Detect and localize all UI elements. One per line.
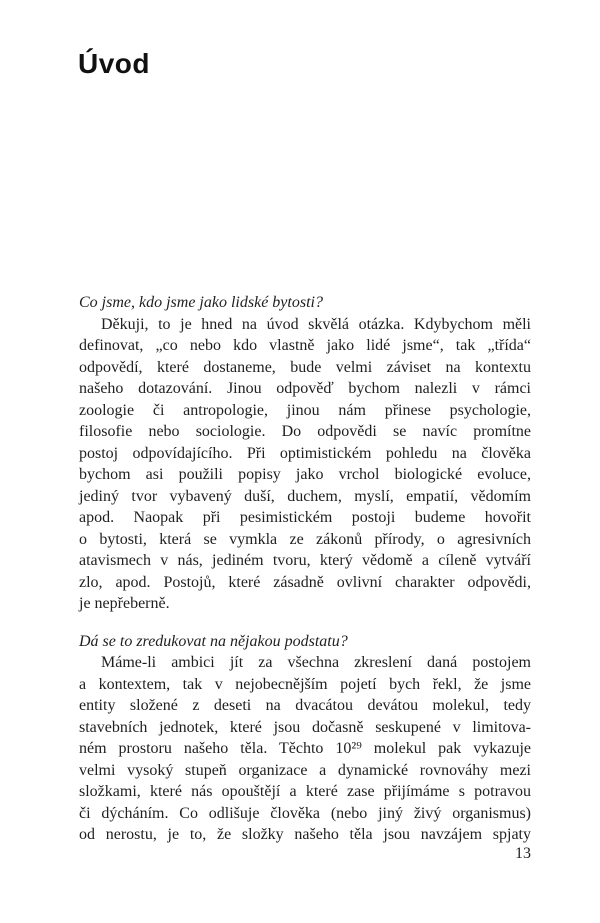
body-line: ném prostoru našeho těla. Těchto 10²⁹ molekul pak vykazuje [79, 740, 531, 757]
body-line: či dýcháním. Co odlišuje člověka (nebo jiný živý organismus) [79, 804, 531, 822]
body-line: Děkuji, to je hned na úvod skvělá otázka. Kdybychom měli [101, 315, 531, 333]
body-line: atavismech v nás, jediném tvoru, který vědomě a cíleně vytváří [79, 552, 531, 569]
body-line: postoj odpovídajícího. Při optimistickém pohledu na člověka [79, 444, 531, 462]
body-line: jediný tvor vybavený duší, duchem, myslí, empatií, vědomím [79, 487, 531, 505]
body-line: složkami, které nás opouštějí a které zase přijímáme s potravou [79, 783, 531, 800]
body-line: filosofie nebo sociologie. Do odpovědi se navíc promítne [79, 423, 531, 440]
body-line: je nepřeberně. [79, 595, 170, 612]
body-line: odpovědí, které dostaneme, bude velmi záviset na kontextu [79, 358, 531, 376]
body-line: entity složené z deseti na dvacátou devátou molekul, tedy [79, 697, 531, 714]
body-line: Máme-li ambici jít za všechna zkreslení daná postojem [101, 654, 531, 671]
section-heading: Dá se to zredukovat na nějakou podstatu? [79, 632, 348, 650]
body-line: bychom asi použili popisy jako vrchol biologické evoluce, [79, 466, 531, 483]
body-line: o bytosti, která se vymkla ze zákonů přírody, o agresivních [79, 530, 531, 548]
page-title: Úvod [78, 48, 150, 79]
section [79, 292, 531, 615]
body-line: zlo, apod. Postojů, které zásadně ovlivní charakter odpovědi, [79, 573, 531, 591]
body-line: definovat, „co nebo kdo vlastně jako lidé jsme“, tak „třída“ [79, 337, 531, 354]
section [79, 631, 531, 846]
body-line: stavebních jednotek, které jsou dočasně seskupené v limitova- [79, 718, 531, 736]
body-line: apod. Naopak při pesimistickém postoji budeme hovořit [79, 509, 531, 526]
body-line: od nerostu, je to, že složky našeho těla jsou navzájem spjaty [79, 826, 531, 843]
text-block [79, 292, 531, 846]
page-number: 13 [515, 845, 531, 862]
body-line: našeho dotazování. Jinou odpověď bychom nalezli v rámci [79, 380, 531, 397]
body-line: velmi vysoký stupeň organizace a dynamické rovnováhy mezi [79, 761, 531, 779]
body-line: a kontextem, tak v nejobecnějším pojetí bych řekl, že jsme [79, 675, 531, 693]
section-heading: Co jsme, kdo jsme jako lidské bytosti? [79, 294, 323, 311]
body-line: zoologie či antropologie, jinou nám přinese psychologie, [79, 401, 531, 419]
